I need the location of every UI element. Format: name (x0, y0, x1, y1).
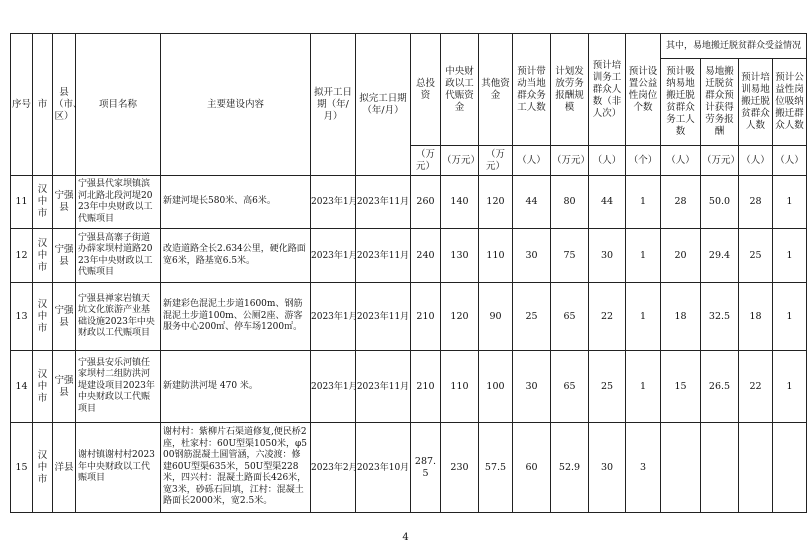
header-content: 主要建设内容 (161, 34, 311, 176)
cell-county: 宁强县 (53, 229, 76, 283)
unit-cell: （万元） (551, 146, 589, 176)
cell-training: 22 (589, 283, 626, 351)
cell-reloc-pay: 26.5 (701, 351, 739, 423)
header-central-funds: 中央财政以工代赈资金 (441, 34, 479, 146)
cell-content: 改造道路全长2.634公里，硬化路面宽6米，路基宽6.5米。 (161, 229, 311, 283)
cell-labor-pay: 75 (551, 229, 589, 283)
cell-local-workers: 30 (513, 351, 551, 423)
cell-seq: 15 (11, 423, 33, 513)
cell-start-date: 2023年1月 (311, 229, 356, 283)
cell-training: 25 (589, 351, 626, 423)
cell-public-posts: 1 (626, 229, 661, 283)
cell-central-funds: 140 (441, 176, 479, 229)
cell-reloc-workers: 28 (661, 176, 701, 229)
cell-labor-pay: 65 (551, 283, 589, 351)
cell-total-investment: 260 (411, 176, 441, 229)
cell-end-date: 2023年11月 (356, 229, 411, 283)
cell-reloc-training: 28 (739, 176, 773, 229)
cell-central-funds: 130 (441, 229, 479, 283)
unit-cell: （万元） (701, 146, 739, 176)
table-row (11, 229, 807, 283)
cell-content: 谢村村：紫柳片石渠道修复,便民桥2座，杜家村：60U型渠1050米，φ500钢筋混凝土圆管涵，六凌渡：修建60U型渠635米，50U型渠228米，四兴村：混凝土路面长426米，宽3米，砂砾石回填，江村：混凝土路面长2000米，宽2.5米。 (161, 423, 311, 513)
cell-start-date: 2023年1月 (311, 283, 356, 351)
unit-cell: （人） (773, 146, 807, 176)
header-reloc-pay: 易地搬迁脱贫群众预计获得劳务报酬 (701, 59, 739, 146)
cell-local-workers: 60 (513, 423, 551, 513)
cell-central-funds: 230 (441, 423, 479, 513)
cell-total-investment: 210 (411, 283, 441, 351)
header-other-funds: 其他资金 (479, 34, 513, 146)
cell-reloc-pay: 50.0 (701, 176, 739, 229)
header-reloc-workers: 预计吸纳易地搬迁脱贫群众务工人数 (661, 59, 701, 146)
cell-public-posts: 3 (626, 423, 661, 513)
cell-seq: 12 (11, 229, 33, 283)
cell-total-investment: 287.5 (411, 423, 441, 513)
cell-project-name: 谢村镇谢村村2023年中央财政以工代赈项目 (76, 423, 161, 513)
cell-reloc-posts: 1 (773, 283, 807, 351)
cell-reloc-workers: 15 (661, 351, 701, 423)
cell-reloc-training (739, 423, 773, 513)
cell-labor-pay: 52.9 (551, 423, 589, 513)
cell-reloc-training: 25 (739, 229, 773, 283)
header-seq: 序号 (11, 34, 33, 176)
cell-city: 汉中市 (33, 176, 53, 229)
page-number: 4 (402, 532, 409, 543)
cell-start-date: 2023年1月 (311, 176, 356, 229)
cell-reloc-workers (661, 423, 701, 513)
cell-reloc-posts: 1 (773, 229, 807, 283)
cell-county: 宁强县 (53, 283, 76, 351)
project-table (10, 33, 807, 513)
cell-training: 30 (589, 423, 626, 513)
cell-county: 宁强县 (53, 176, 76, 229)
unit-cell: （人） (661, 146, 701, 176)
cell-reloc-posts: 1 (773, 176, 807, 229)
header-public-posts: 预计设置公益性岗位个数 (626, 34, 661, 146)
table-body (11, 176, 807, 513)
cell-project-name: 宁强县禅家岩镇天坑文化旅游产业基础设施2023年中央财政以工代赈项目 (76, 283, 161, 351)
cell-other-funds: 120 (479, 176, 513, 229)
unit-cell: （人） (589, 146, 626, 176)
unit-cell: （万元） (441, 146, 479, 176)
cell-total-investment: 210 (411, 351, 441, 423)
cell-local-workers: 30 (513, 229, 551, 283)
cell-local-workers: 25 (513, 283, 551, 351)
cell-end-date: 2023年10月 (356, 423, 411, 513)
cell-county: 洋县 (53, 423, 76, 513)
cell-end-date: 2023年11月 (356, 283, 411, 351)
unit-cell: （人） (739, 146, 773, 176)
unit-cell: （万元） (411, 146, 441, 176)
cell-city: 汉中市 (33, 229, 53, 283)
header-labor-pay: 计划发放劳务报酬规模 (551, 34, 589, 146)
cell-seq: 14 (11, 351, 33, 423)
unit-cell: （人） (513, 146, 551, 176)
cell-labor-pay: 80 (551, 176, 589, 229)
cell-reloc-training: 22 (739, 351, 773, 423)
table-row (11, 423, 807, 513)
cell-reloc-workers: 20 (661, 229, 701, 283)
cell-reloc-posts: 1 (773, 351, 807, 423)
header-city: 市 (33, 34, 53, 176)
cell-project-name: 宁强县代家坝镇滨河北路北段河堤2023年中央财政以工代赈项目 (76, 176, 161, 229)
cell-end-date: 2023年11月 (356, 176, 411, 229)
unit-cell: （个） (626, 146, 661, 176)
cell-training: 30 (589, 229, 626, 283)
cell-city: 汉中市 (33, 423, 53, 513)
table-row (11, 351, 807, 423)
cell-public-posts: 1 (626, 351, 661, 423)
cell-seq: 11 (11, 176, 33, 229)
cell-other-funds: 90 (479, 283, 513, 351)
cell-content: 新建彩色混泥土步道1600m、钢筋混泥土步道100m、公厕2座、游客服务中心200㎡、停车场1200㎡。 (161, 283, 311, 351)
cell-other-funds: 100 (479, 351, 513, 423)
cell-start-date: 2023年1月 (311, 351, 356, 423)
header-reloc-training: 预计培训易地搬迁脱贫群众人数 (739, 59, 773, 146)
cell-content: 新建河堤长580米、高6米。 (161, 176, 311, 229)
cell-other-funds: 110 (479, 229, 513, 283)
cell-content: 新建防洪河堤 470 米。 (161, 351, 311, 423)
cell-reloc-posts (773, 423, 807, 513)
cell-training: 44 (589, 176, 626, 229)
cell-end-date: 2023年11月 (356, 351, 411, 423)
cell-reloc-pay: 29.4 (701, 229, 739, 283)
header-project-name: 项目名称 (76, 34, 161, 176)
cell-labor-pay: 65 (551, 351, 589, 423)
cell-local-workers: 44 (513, 176, 551, 229)
header-end-date: 拟完工日期（年/月） (356, 34, 411, 176)
cell-reloc-pay (701, 423, 739, 513)
cell-reloc-pay: 32.5 (701, 283, 739, 351)
table-row (11, 176, 807, 229)
cell-reloc-training: 18 (739, 283, 773, 351)
header-county: 县（市、区） (53, 34, 76, 176)
cell-start-date: 2023年2月 (311, 423, 356, 513)
header-reloc-posts: 预计公益性岗位吸纳搬迁群众人数 (773, 59, 807, 146)
cell-city: 汉中市 (33, 283, 53, 351)
cell-central-funds: 110 (441, 351, 479, 423)
cell-other-funds: 57.5 (479, 423, 513, 513)
header-local-workers: 预计带动当地群众务工人数 (513, 34, 551, 146)
cell-city: 汉中市 (33, 351, 53, 423)
cell-project-name: 宁强县高寨子街道办薛家坝村道路2023年中央财政以工代赈项目 (76, 229, 161, 283)
header-training: 预计培训务工群众人数（非人次） (589, 34, 626, 146)
cell-public-posts: 1 (626, 283, 661, 351)
cell-public-posts: 1 (626, 176, 661, 229)
cell-project-name: 宁强县安乐河镇任家坝村二组防洪河堤建设项目2023年中央财政以工代赈项目 (76, 351, 161, 423)
cell-total-investment: 240 (411, 229, 441, 283)
cell-central-funds: 120 (441, 283, 479, 351)
cell-county: 宁强县 (53, 351, 76, 423)
cell-seq: 13 (11, 283, 33, 351)
cell-reloc-workers: 18 (661, 283, 701, 351)
header-start-date: 拟开工日期（年/月） (311, 34, 356, 176)
unit-cell: （万元） (479, 146, 513, 176)
header-relocation-group: 其中，易地搬迁脱贫群众受益情况 (661, 34, 807, 59)
header-row-top (11, 34, 807, 59)
header-total-investment: 总投资 (411, 34, 441, 146)
table-row (11, 283, 807, 351)
